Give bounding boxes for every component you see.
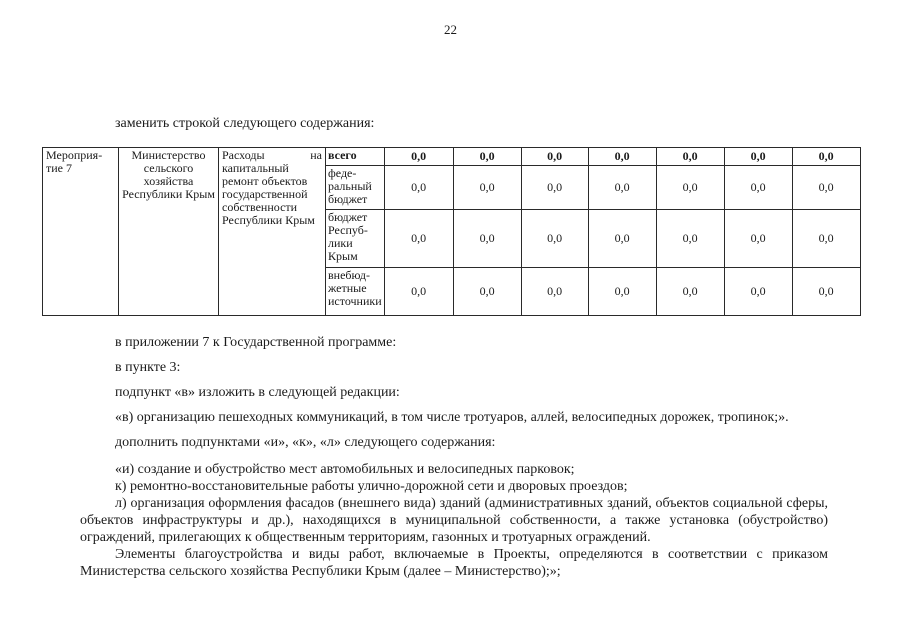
amendment-item: к) ремонтно-восстановительные работы улично-дорожной сети и дворовых проездов; [115,479,628,494]
value-cell: 0,0 [384,148,453,166]
value-cell: 0,0 [792,148,860,166]
value-cell: 0,0 [792,268,860,316]
value-cell: 0,0 [521,268,588,316]
value-cell: 0,0 [384,268,453,316]
paragraph: подпункт «в» изложить в следующей редакции: [115,385,400,400]
value-cell: 0,0 [521,148,588,166]
source-cell: внебюд- жетные источники [326,268,385,316]
value-cell: 0,0 [588,210,656,268]
paragraph: в пункте 3: [115,360,181,375]
budget-table [42,147,861,316]
source-cell: бюджет Респуб- лики Крым [326,210,385,268]
value-cell: 0,0 [521,210,588,268]
source-cell: всего [326,148,385,166]
value-cell: 0,0 [453,148,521,166]
value-cell: 0,0 [588,148,656,166]
event-cell: Мероприя- тие 7 [43,148,119,316]
value-cell: 0,0 [384,210,453,268]
value-cell: 0,0 [384,166,453,210]
value-cell: 0,0 [724,148,792,166]
value-cell: 0,0 [656,268,724,316]
expenses-cell [219,148,326,316]
source-cell: феде- ральный бюджет [326,166,385,210]
amendment-item: Элементы благоустройства и виды работ, включаемые в Проекты, определяются в соответствии с приказом Министерства сельского хозяйства Республики Крым (далее – Министерство);»; [80,547,828,579]
value-cell: 0,0 [724,210,792,268]
value-cell: 0,0 [588,268,656,316]
value-cell: 0,0 [521,166,588,210]
value-cell: 0,0 [453,268,521,316]
value-cell: 0,0 [724,268,792,316]
ministry-cell: Министерство сельского хозяйства Республики Крым [119,148,219,316]
table-row [43,148,861,166]
expenses-description: капитальный ремонт объектов государственной собственности Республики Крым [222,161,315,227]
value-cell: 0,0 [588,166,656,210]
intro-text: заменить строкой следующего содержания: [115,116,375,131]
amendment-item: «и) создание и обустройство мест автомобильных и велосипедных парковок; [115,462,575,477]
page-number: 22 [444,22,457,37]
value-cell: 0,0 [656,166,724,210]
value-cell: 0,0 [656,210,724,268]
paragraph: «в) организацию пешеходных коммуникаций, в том числе тротуаров, аллей, велосипедных дорожек, тропинок;». [115,410,789,425]
value-cell: 0,0 [792,210,860,268]
amendment-text [80,461,828,580]
value-cell: 0,0 [724,166,792,210]
value-cell: 0,0 [792,166,860,210]
paragraph: в приложении 7 к Государственной программе: [115,335,397,350]
expenses-word: на [310,148,322,162]
value-cell: 0,0 [453,210,521,268]
value-cell: 0,0 [453,166,521,210]
expenses-word: Расходы [222,148,265,162]
amendment-item: л) организация оформления фасадов (внешнего вида) зданий (административных зданий, объектов социальной сферы, объектов инфраструктуры и др.), находящихся в муниципальной собственности, а также установка (обустройство) ограждений, прилегающих к общественным территориям, газонных и тротуарных ограждений. [80,496,828,545]
paragraph: дополнить подпунктами «и», «к», «л» следующего содержания: [115,435,496,450]
value-cell: 0,0 [656,148,724,166]
